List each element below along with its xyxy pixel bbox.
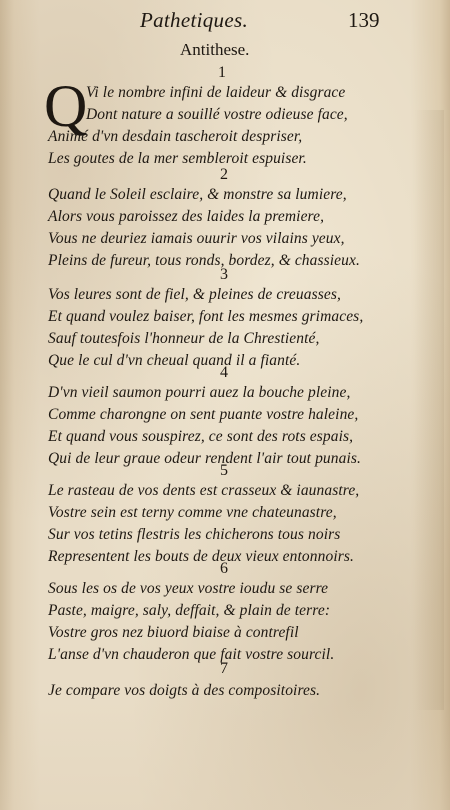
stanza-number: 6: [220, 560, 228, 577]
verse-line: Alors vous paroissez des laides la premiere,: [48, 208, 325, 225]
verse-line: Sur vos tetins flestris les chicherons tous noirs: [48, 526, 341, 543]
stanza-number: 1: [218, 64, 226, 81]
verse-line: Vos leures sont de fiel, & pleines de creuasses,: [48, 286, 341, 303]
verse-line: Quand le Soleil esclaire, & monstre sa lumiere,: [48, 186, 347, 203]
verse-line: Pleins de fureur, tous ronds, bordez, & chassieux.: [48, 252, 360, 269]
verse-line: Vostre sein est terny comme vne chateunastre,: [48, 504, 337, 521]
running-title: Pathetiques.: [140, 8, 248, 32]
section-title: Antithese.: [180, 40, 250, 59]
verse-line: Je compare vos doigts à des compositoires.: [48, 682, 321, 699]
verse-line: Vi le nombre infini de laideur & disgrace: [86, 84, 346, 101]
verse-line: L'anse d'vn chauderon que fait vostre sourcil.: [48, 646, 335, 663]
stanza-number: 7: [220, 660, 228, 677]
drop-cap: Q: [44, 73, 88, 139]
verse-line: Dont nature a souillé vostre odieuse face,: [86, 106, 348, 123]
verse-line: Que le cul d'vn cheual quand il a fianté.: [48, 352, 301, 369]
verse-line: Sauf toutesfois l'honneur de la Chrestienté,: [48, 330, 320, 347]
stanza-number: 4: [220, 364, 228, 381]
verse-line: Vous ne deuriez iamais ouurir vos vilains yeux,: [48, 230, 345, 247]
show-through: [414, 110, 444, 710]
verse-line: Le rasteau de vos dents est crasseux & iaunastre,: [48, 482, 360, 499]
page-shading: [0, 700, 450, 810]
verse-line: Les goutes de la mer sembleroit espuiser.: [48, 150, 307, 167]
verse-line: Et quand vous souspirez, ce sont des rots espais,: [48, 428, 354, 445]
stanza-number: 5: [220, 462, 228, 479]
verse-line: Paste, maigre, saly, deffait, & plain de terre:: [48, 602, 331, 619]
verse-line: D'vn vieil saumon pourri auez la bouche pleine,: [48, 384, 351, 401]
stanza-number: 2: [220, 166, 228, 183]
verse-line: Vostre gros nez biuord biaise à contrefil: [48, 624, 299, 641]
verse-line: Animé d'vn desdain tascheroit despriser,: [48, 128, 303, 145]
verse-line: Qui de leur graue odeur rendent l'air tout punais.: [48, 450, 361, 467]
verse-line: Et quand voulez baiser, font les mesmes grimaces,: [48, 308, 364, 325]
page-number: 139: [348, 8, 380, 32]
stanza-number: 3: [220, 266, 228, 283]
verse-line: Representent les bouts de deux vieux entonnoirs.: [48, 548, 354, 565]
verse-line: Comme charongne on sent puante vostre haleine,: [48, 406, 359, 423]
verse-line: Sous les os de vos yeux vostre ioudu se serre: [48, 580, 329, 597]
